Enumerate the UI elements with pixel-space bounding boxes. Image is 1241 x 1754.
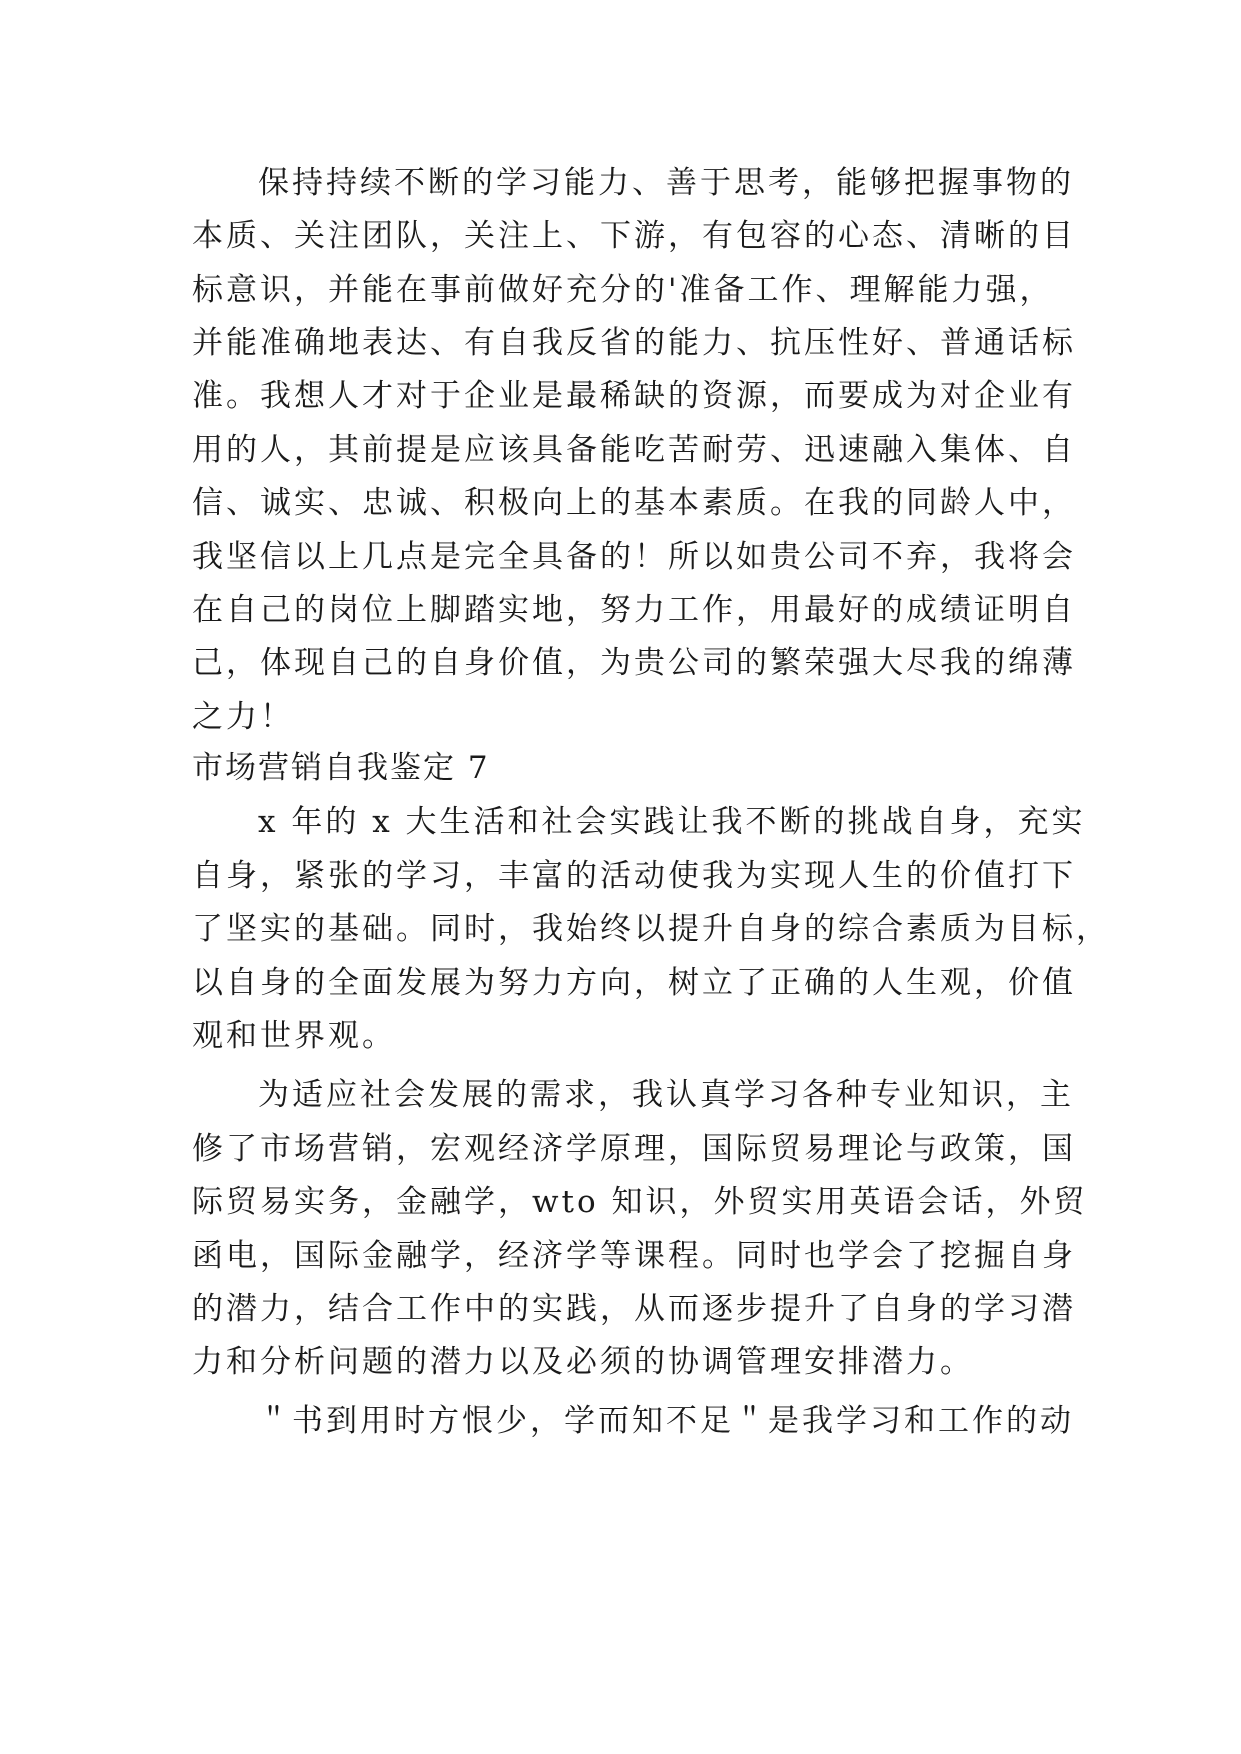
paragraph-line: 为适应社会发展的需求，我认真学习各种专业知识，主	[258, 1077, 1074, 1113]
section-heading: 市场营销自我鉴定 7	[192, 750, 490, 786]
paragraph-line: 用的人，其前提是应该具备能吃苦耐劳、迅速融入集体、自	[192, 432, 1076, 468]
paragraph-line: 之力！	[192, 699, 294, 735]
paragraph-line: 自身，紧张的学习，丰富的活动使我为实现人生的价值打下	[192, 858, 1076, 894]
paragraph-line: 在自己的岗位上脚踏实地，努力工作，用最好的成绩证明自	[192, 592, 1076, 628]
paragraph-line: 修了市场营销，宏观经济学原理，国际贸易理论与政策，国	[192, 1131, 1076, 1167]
paragraph-line: 保持持续不断的学习能力、善于思考，能够把握事物的	[258, 165, 1074, 201]
paragraph-line: ＂书到用时方恨少，学而知不足＂是我学习和工作的动	[258, 1403, 1074, 1439]
paragraph-line: 标意识，并能在事前做好充分的'准备工作、理解能力强，	[192, 272, 1054, 308]
paragraph-line: 的潜力，结合工作中的实践，从而逐步提升了自身的学习潜	[192, 1291, 1076, 1327]
paragraph-line: 际贸易实务，金融学，wto 知识，外贸实用英语会话，外贸	[192, 1184, 1088, 1220]
paragraph-line: 己，体现自己的自身价值，为贵公司的繁荣强大尽我的绵薄	[192, 645, 1076, 681]
paragraph-line: 我坚信以上几点是完全具备的！所以如贵公司不弃，我将会	[192, 539, 1076, 575]
paragraph-line: 信、诚实、忠诚、积极向上的基本素质。在我的同龄人中，	[192, 485, 1076, 521]
paragraph-line: 了坚实的基础。同时，我始终以提升自身的综合素质为目标，	[192, 911, 1110, 947]
paragraph-line: 并能准确地表达、有自我反省的能力、抗压性好、普通话标	[192, 325, 1076, 361]
paragraph-line: 准。我想人才对于企业是最稀缺的资源，而要成为对企业有	[192, 378, 1076, 414]
paragraph-line: 以自身的全面发展为努力方向，树立了正确的人生观，价值	[192, 965, 1076, 1001]
paragraph-line: 力和分析问题的潜力以及必须的协调管理安排潜力。	[192, 1344, 974, 1380]
paragraph-line: 本质、关注团队，关注上、下游，有包容的心态、清晰的目	[192, 218, 1076, 254]
paragraph-line: x 年的 x 大生活和社会实践让我不断的挑战自身，充实	[258, 804, 1086, 840]
paragraph-line: 观和世界观。	[192, 1018, 396, 1054]
paragraph-line: 函电，国际金融学，经济学等课程。同时也学会了挖掘自身	[192, 1238, 1076, 1274]
